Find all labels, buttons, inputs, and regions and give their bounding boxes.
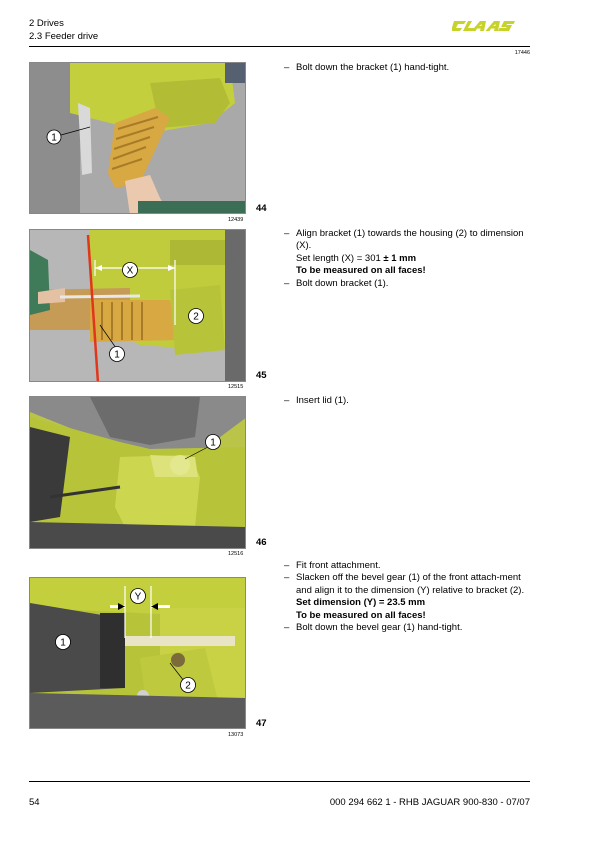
step: – Insert lid (1). bbox=[284, 395, 349, 406]
step: – Fit front attachment. bbox=[284, 560, 381, 571]
figure-44-code: 12439 bbox=[228, 217, 244, 223]
step: – Align bracket (1) towards the housing (2) to dimension (X). bbox=[284, 228, 524, 252]
svg-text:2: 2 bbox=[185, 680, 191, 692]
figure-47-callout-1 bbox=[56, 635, 71, 650]
figure-47-code: 13073 bbox=[228, 732, 244, 738]
figure-45-callout-2 bbox=[189, 309, 204, 324]
figure-44-steps bbox=[284, 62, 534, 74]
step: – Bolt down bracket (1). bbox=[284, 277, 389, 289]
step-detail: Set dimension (Y) = 23.5 mm bbox=[296, 597, 426, 609]
figure-47-photo bbox=[29, 577, 246, 729]
svg-text:2: 2 bbox=[193, 311, 199, 323]
figure-45-number: 45 bbox=[256, 370, 267, 381]
figure-45-code: 12515 bbox=[228, 384, 244, 390]
figure-44-number: 44 bbox=[256, 203, 267, 214]
svg-text:1: 1 bbox=[51, 132, 57, 144]
header-rule bbox=[29, 46, 530, 47]
figure-46-number: 46 bbox=[256, 537, 267, 548]
svg-text:Y: Y bbox=[134, 591, 142, 603]
step-detail: Set length (X) = 301 ± 1 mm bbox=[296, 252, 417, 264]
document-reference: 000 294 662 1 - RHB JAGUAR 900-830 - 07/07 bbox=[329, 797, 530, 808]
page-number: 54 bbox=[29, 797, 40, 808]
step: – Slacken off the bevel gear (1) of the front attach-ment and align it to the dimension (Y) relative to bracket (2). bbox=[284, 572, 525, 596]
step: – Bolt down the bracket (1) hand-tight. bbox=[284, 62, 450, 73]
svg-text:X: X bbox=[126, 265, 134, 277]
figure-45-steps bbox=[284, 228, 534, 290]
svg-text:1: 1 bbox=[210, 437, 216, 449]
figure-47-callout-y bbox=[131, 589, 146, 604]
figure-47-number: 47 bbox=[256, 718, 267, 729]
step-detail: To be measured on all faces! bbox=[296, 265, 426, 277]
step: – Bolt down the bevel gear (1) hand-tight. bbox=[284, 622, 463, 634]
figure-46-code: 12516 bbox=[228, 551, 244, 557]
svg-text:1: 1 bbox=[60, 637, 66, 649]
figure-46-photo bbox=[29, 396, 246, 549]
chapter-title: 2 Drives bbox=[29, 18, 64, 29]
figure-46-steps bbox=[284, 395, 534, 407]
figure-45-photo bbox=[29, 229, 246, 382]
doc-id: 17446 bbox=[514, 50, 530, 56]
step-detail: To be measured on all faces! bbox=[296, 609, 426, 621]
figure-45-callout-x bbox=[123, 263, 138, 278]
figure-44-photo bbox=[29, 62, 246, 214]
section-title: 2.3 Feeder drive bbox=[29, 31, 99, 42]
claas-logo bbox=[452, 18, 532, 34]
svg-text:1: 1 bbox=[114, 349, 120, 361]
footer-rule bbox=[29, 781, 530, 782]
figure-47-steps bbox=[284, 560, 534, 634]
